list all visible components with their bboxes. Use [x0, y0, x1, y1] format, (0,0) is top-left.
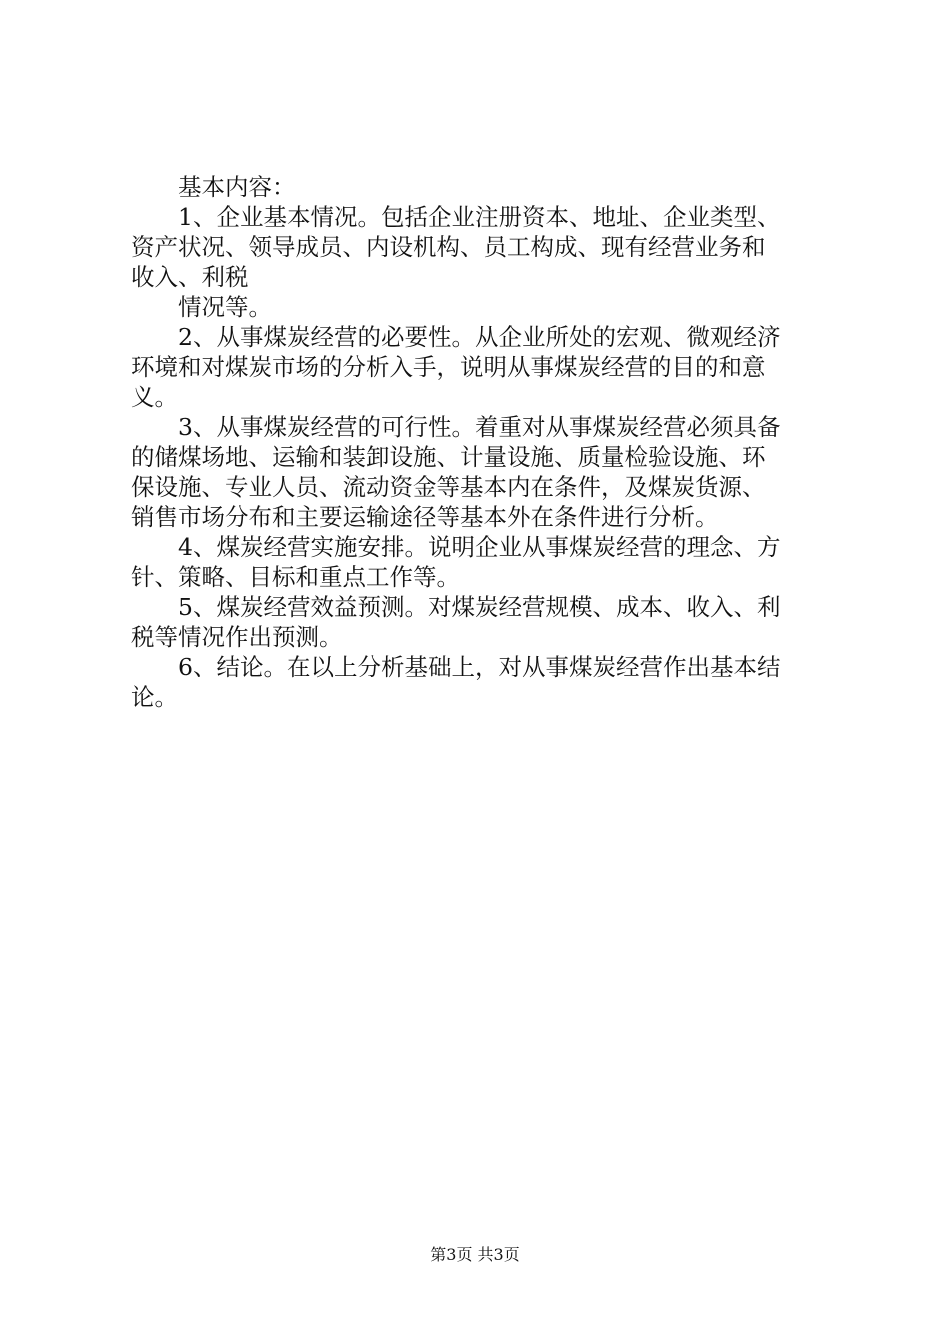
- paragraph-5: [131, 592, 831, 652]
- paragraph-line: 税等情况作出预测。: [131, 623, 343, 651]
- section-heading: 基本内容：: [178, 173, 296, 201]
- page-number: 第3页 共3页: [430, 1245, 520, 1264]
- paragraph-1-continued: [131, 292, 831, 322]
- paragraph-line: 5、煤炭经营效益预测。对煤炭经营规模、成本、收入、利: [178, 593, 781, 621]
- page-footer: [0, 1245, 950, 1265]
- paragraph-line: 的储煤场地、运输和装卸设施、计量设施、质量检验设施、环: [131, 443, 766, 471]
- paragraph-line: 义。: [131, 383, 178, 411]
- paragraph-1: [131, 202, 831, 292]
- paragraph-line: 情况等。: [178, 293, 272, 321]
- paragraph-line: 6、结论。在以上分析基础上，对从事煤炭经营作出基本结: [178, 653, 781, 681]
- paragraph-line: 1、企业基本情况。包括企业注册资本、地址、企业类型、: [178, 203, 781, 231]
- paragraph-line: 销售市场分布和主要运输途径等基本外在条件进行分析。: [131, 503, 719, 531]
- paragraph-line: 针、策略、目标和重点工作等。: [131, 563, 460, 591]
- paragraph-line: 2、从事煤炭经营的必要性。从企业所处的宏观、微观经济: [178, 323, 781, 351]
- paragraph-line: 4、煤炭经营实施安排。说明企业从事煤炭经营的理念、方: [178, 533, 781, 561]
- paragraph-line: 3、从事煤炭经营的可行性。着重对从事煤炭经营必须具备: [178, 413, 781, 441]
- paragraph-2: [131, 322, 831, 412]
- paragraph-line: 收入、利税: [131, 263, 249, 291]
- paragraph-line: 保设施、专业人员、流动资金等基本内在条件，及煤炭货源、: [131, 473, 766, 501]
- paragraph-line: 论。: [131, 683, 178, 711]
- paragraph-line: 资产状况、领导成员、内设机构、员工构成、现有经营业务和: [131, 233, 766, 261]
- paragraph-4: [131, 532, 831, 592]
- paragraph-line: 环境和对煤炭市场的分析入手，说明从事煤炭经营的目的和意: [131, 353, 766, 381]
- paragraph-3: [131, 412, 831, 532]
- document-body: [131, 172, 831, 712]
- paragraph-6: [131, 652, 831, 712]
